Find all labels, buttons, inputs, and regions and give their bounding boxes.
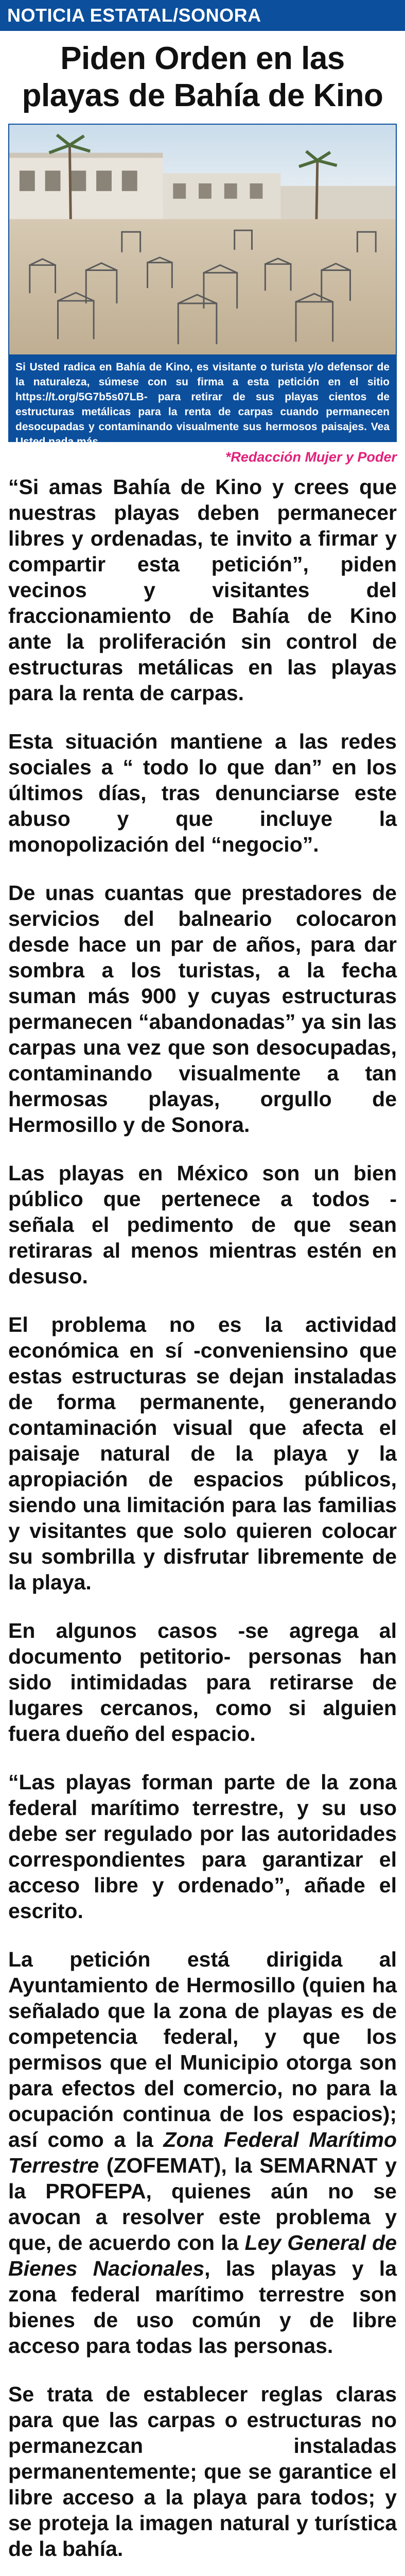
beach-photo [8, 124, 397, 355]
section-label: NOTICIA ESTATAL/SONORA [0, 0, 405, 31]
paragraph: Las playas en México son un bien público que pertenece a todos - señala el pedimento de que sean retiraras al menos mientras estén en desuso. [8, 1161, 397, 1288]
paragraph: “Las playas forman parte de la zona federal marítimo terrestre, y su uso debe ser regulado por las autoridades correspondientes para garantizar el acceso libre y ordenado”, añade el escrito. [8, 1770, 397, 1923]
paragraph: De unas cuantas que prestadores de servicios del balneario colocaron desde hace un par de años, para dar sombra a los turistas, a la fecha suman más 900 y cuyas estructuras permanecen “abandonadas” ya sin las carpas una vez que son desocupadas, contaminando visualmente a tan hermosas playas, orgullo de Hermosillo y de Sonora. [8, 881, 397, 1137]
photo-caption: Si Usted radica en Bahía de Kino, es visitante o turista y/o defensor de la naturaleza, súmese con su firma a esta petición en el sitio https://t.org/5G7b5s07LB- para retirar de sus playas cientos de estructuras metálicas para la renta de carpas cuando permanecen desocupadas y contaminando visualmente sus hermosos paisajes. Vea Usted nada más. [8, 354, 397, 442]
paragraph-text: La petición está dirigida al Ayuntamiento de Hermosillo (quien ha señalado que la zona de playas es de competencia federal, y que los permisos que el Municipio otorga son para efectos del comercio, no para la ocupación continua de los espacios); así como a la [8, 1947, 397, 2151]
paragraph: Esta situación mantiene a las redes sociales a “ todo lo que dan” en los últimos días, tras denunciarse este abuso y que incluye la monopolización del “negocio”. [8, 730, 397, 856]
paragraph: El problema no es la actividad económica en sí -conveniensino que estas estructuras se dejan instaladas de forma permanente, generando contaminación visual que afecta el paisaje natural de la playa y la apropiación de espacios públicos, siendo una limitación para las familias y visitantes que solo quieren colocar su sombrilla y disfrutar libremente de la playa. [8, 1313, 397, 1594]
paragraph: Se trata de establecer reglas claras para que las carpas o estructuras no permanezcan instaladas permanentemente; que se garantice el libre acceso a la playa para todos; y se proteja la imagen natural y turística de la bahía. [8, 2382, 397, 2561]
agency-name: Zona Federal Marítimo Terrestre [8, 2128, 397, 2177]
article-body [8, 474, 397, 2576]
paragraph-text: (ZOFEMAT), la SEMARNAT y la PROFEPA, quienes aún no se avocan a resolver este problema y que, de acuerdo con la [8, 2154, 397, 2255]
byline: *Redacción Mujer y Poder [225, 449, 397, 465]
law-name: Ley General de Bienes Nacionales [8, 2231, 397, 2280]
paragraph: “Si amas Bahía de Kino y crees que nuestras playas deben permanecer libres y ordenadas, te invito a firmar y compartir esta petición”, piden vecinos y visitantes del fraccionamiento de Bahía de Kino ante la proliferación sin control de estructuras metálicas en las playas para la renta de carpas. [8, 475, 397, 705]
headline: Piden Orden en las playas de Bahía de Kino [22, 41, 383, 113]
paragraph-text: , las playas y la zona federal marítimo terrestre son bienes de uso común y de libre acceso para todas las personas. [8, 2257, 397, 2358]
paragraph [8, 1946, 397, 2359]
paragraph: En algunos casos -se agrega al documento petitorio- personas han sido intimidadas para retirarse de lugares cercanos, como si alguien fuera dueño del espacio. [8, 1619, 397, 1745]
